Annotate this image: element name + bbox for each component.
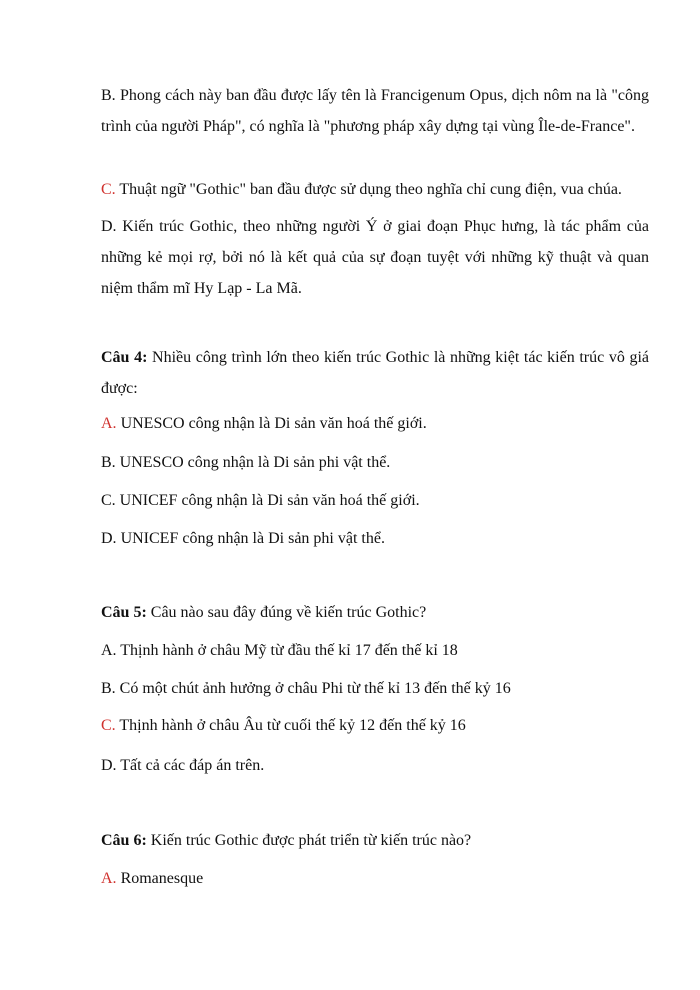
q6-option-a (101, 869, 203, 889)
q3-option-b (101, 80, 649, 142)
option-letter: B. (101, 680, 116, 697)
q4-option-c (101, 491, 420, 511)
option-text: Thịnh hành ở châu Âu từ cuối thế kỷ 12 đến thế kỷ 16 (119, 717, 466, 734)
q5-option-d (101, 756, 264, 776)
option-text: UNESCO công nhận là Di sản văn hoá thế giới. (120, 415, 427, 432)
option-text: Có một chút ảnh hưởng ở châu Phi từ thế kỉ 13 đến thế kỷ 16 (119, 680, 511, 697)
option-letter: C. (101, 492, 116, 509)
q5-option-a (101, 641, 458, 661)
option-letter: B. (101, 87, 116, 104)
option-letter: A. (101, 642, 117, 659)
option-text: Thịnh hành ở châu Mỹ từ đầu thế kỉ 17 đến thế kỉ 18 (120, 642, 458, 659)
q4-option-d (101, 529, 385, 549)
option-text: Romanesque (120, 870, 204, 887)
q4-option-b (101, 453, 390, 473)
option-letter: B. (101, 454, 116, 471)
option-letter: D. (101, 218, 117, 235)
q5-option-b (101, 679, 511, 699)
option-text: Phong cách này ban đầu được lấy tên là Francigenum Opus, dịch nôm na là "công trình của người Pháp", có nghĩa là "phương pháp xây dựng tại vùng Île-de-France". (101, 87, 650, 135)
question-6 (101, 831, 471, 851)
option-text: Thuật ngữ "Gothic" ban đầu được sử dụng theo nghĩa chỉ cung điện, vua chúa. (119, 181, 622, 198)
answer-letter: A. (101, 870, 117, 887)
option-text: UNESCO công nhận là Di sản phi vật thể. (119, 454, 391, 471)
answer-letter: C. (101, 717, 116, 734)
q5-option-c (101, 716, 466, 736)
question-label: Câu 6: (101, 832, 147, 849)
option-text: Kiến trúc Gothic, theo những người Ý ở giai đoạn Phục hưng, là tác phẩm của những kẻ mọi rợ, bởi nó là kết quả của sự đoạn tuyệt với những kỹ thuật và quan niệm thẩm mĩ Hy Lạp - La Mã. (101, 218, 650, 297)
question-4 (101, 342, 649, 404)
q4-option-a (101, 414, 427, 434)
question-text: Kiến trúc Gothic được phát triển từ kiến trúc nào? (150, 832, 472, 849)
option-text: UNICEF công nhận là Di sản phi vật thể. (120, 530, 385, 547)
question-5 (101, 603, 426, 623)
option-text: Tất cả các đáp án trên. (120, 757, 265, 774)
option-text: UNICEF công nhận là Di sản văn hoá thế giới. (119, 492, 420, 509)
question-label: Câu 5: (101, 604, 147, 621)
option-letter: D. (101, 530, 117, 547)
answer-letter: C. (101, 181, 116, 198)
question-text: Câu nào sau đây đúng về kiến trúc Gothic? (150, 604, 427, 621)
q3-option-d (101, 211, 649, 304)
question-text: Nhiều công trình lớn theo kiến trúc Gothic là những kiệt tác kiến trúc vô giá được: (101, 349, 650, 397)
answer-letter: A. (101, 415, 117, 432)
option-letter: D. (101, 757, 117, 774)
q3-option-c (101, 174, 649, 205)
question-label: Câu 4: (101, 349, 148, 366)
